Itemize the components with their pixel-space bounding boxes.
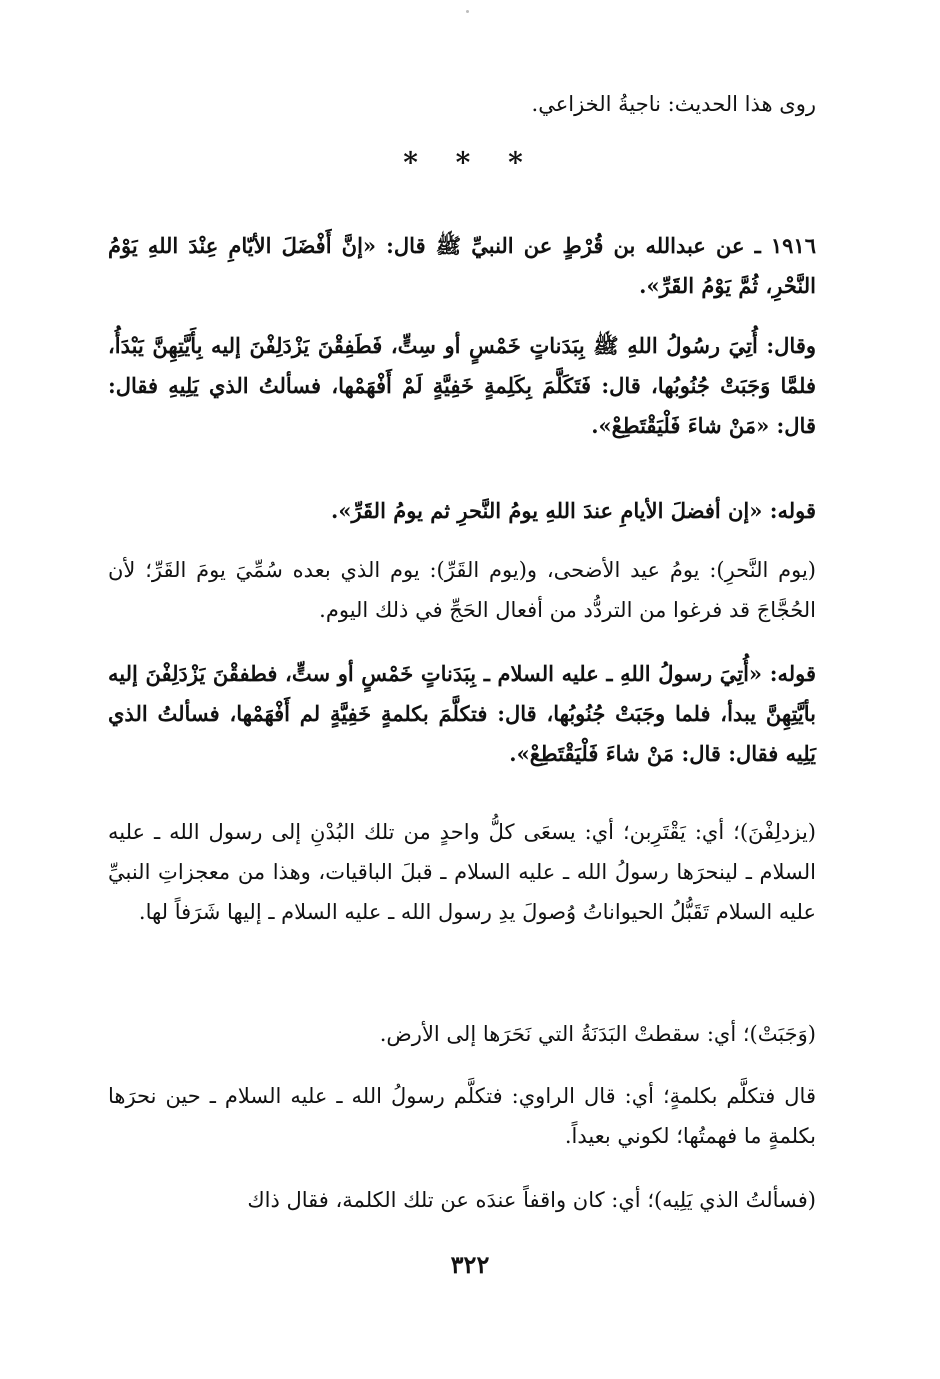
commentary-explanation-2: (يزدلِفْنَ)؛ أي: يَقْتَرِبن؛ أي: يسعَى كلُّ واحدٍ من تلك البُدْنِ إلى رسول الله ـ عليه السلام ـ لينحرَها رسولُ الله ـ عليه السلام ـ قبلَ الباقيات، وهذا من معجزاتِ النبيِّ عليه السلام تَقَبُّلُ الحيواناتُ وُصولَ يدِ رسول الله ـ عليه السلام ـ إليها شَرَفاً لها.: [108, 820, 816, 924]
narrator-line: روى هذا الحديث: ناجيةُ الخزاعي.: [531, 92, 816, 116]
section-separator: * * *: [403, 146, 537, 179]
commentary-explanation-4: قال فتكلَّم بكلمةٍ؛ أي: قال الراوي: فتكلَّم رسولُ الله ـ عليه السلام ـ حين نحرَها بكلمةٍ ما فهمتُها؛ لكوني بعيداً.: [108, 1084, 816, 1148]
commentary-explanation-5: (فسألتُ الذي يَلِيه)؛ أي: كان واقفاً عندَه عن تلك الكلمة، فقال ذاك: [247, 1188, 816, 1212]
hadith-1916: ١٩١٦ ـ عن عبدالله بن قُرْطٍ عن النبيِّ ﷺ قال: «إنَّ أَفْضَلَ الأيّامِ عِنْدَ اللهِ يَوْمُ النَّحْرِ، ثُمَّ يَوْمُ القَرِّ».: [108, 233, 816, 298]
page-number: ٣٢٢: [450, 1250, 490, 1279]
commentary-explanation-3: (وَجَبَتْ)؛ أي: سقطتْ البَدَنَةُ التي نَحَرَها إلى الأرض.: [379, 1022, 816, 1046]
commentary-quote-1: قوله: «إن أفضلَ الأيامِ عندَ اللهِ يومُ النَّحرِ ثم يومُ القَرِّ».: [331, 498, 816, 523]
commentary-explanation-1: (يوم النَّحرِ): يومُ عيد الأضحى، و(يوم القَرِّ): يوم الذي بعده سُمِّيَ يومَ القَرِّ؛ لأن الحُجَّاجَ قد فرغوا من التردُّد من أفعال الحَجِّ في ذلك اليوم.: [108, 558, 816, 622]
commentary-quote-2: قوله: «أُتِيَ رسولُ اللهِ ـ عليه السلام ـ بِبَدَناتٍ خَمْسٍ أو ستٍّ، فطفقْنَ يَزْدَلِفْنَ إليه بأيَّتِهِنَّ يبدأ، فلما وجَبَتْ جُنُوبُها، قال: فتكلَّمَ بكلمةٍ خَفِيَّةٍ لم أَفْهَمْها، فسألتُ الذي يَلِيه فقال: قال: مَنْ شاءَ فَلْيَقْتَطِعْ».: [108, 661, 816, 766]
hadith-continuation: وقال: أُتِيَ رسُولُ اللهِ ﷺ بِبَدَناتٍ خَمْسٍ أو سِتٍّ، فَطَفِقْنَ يَزْدَلِفْنَ إليه بِأَيَّتِهِنَّ يَبْدَأُ، فلمَّا وَجَبَتْ جُنُوبُها، قال: فَتَكَلَّمَ بِكَلِمةٍ خَفِيَّةٍ لَمْ أَفْهَمْها، فسألتُ الذي يَلِيهِ فقال: قال: «مَنْ شاءَ فَلْيَقْتَطِعْ».: [108, 333, 816, 438]
scan-speck: [466, 10, 469, 13]
